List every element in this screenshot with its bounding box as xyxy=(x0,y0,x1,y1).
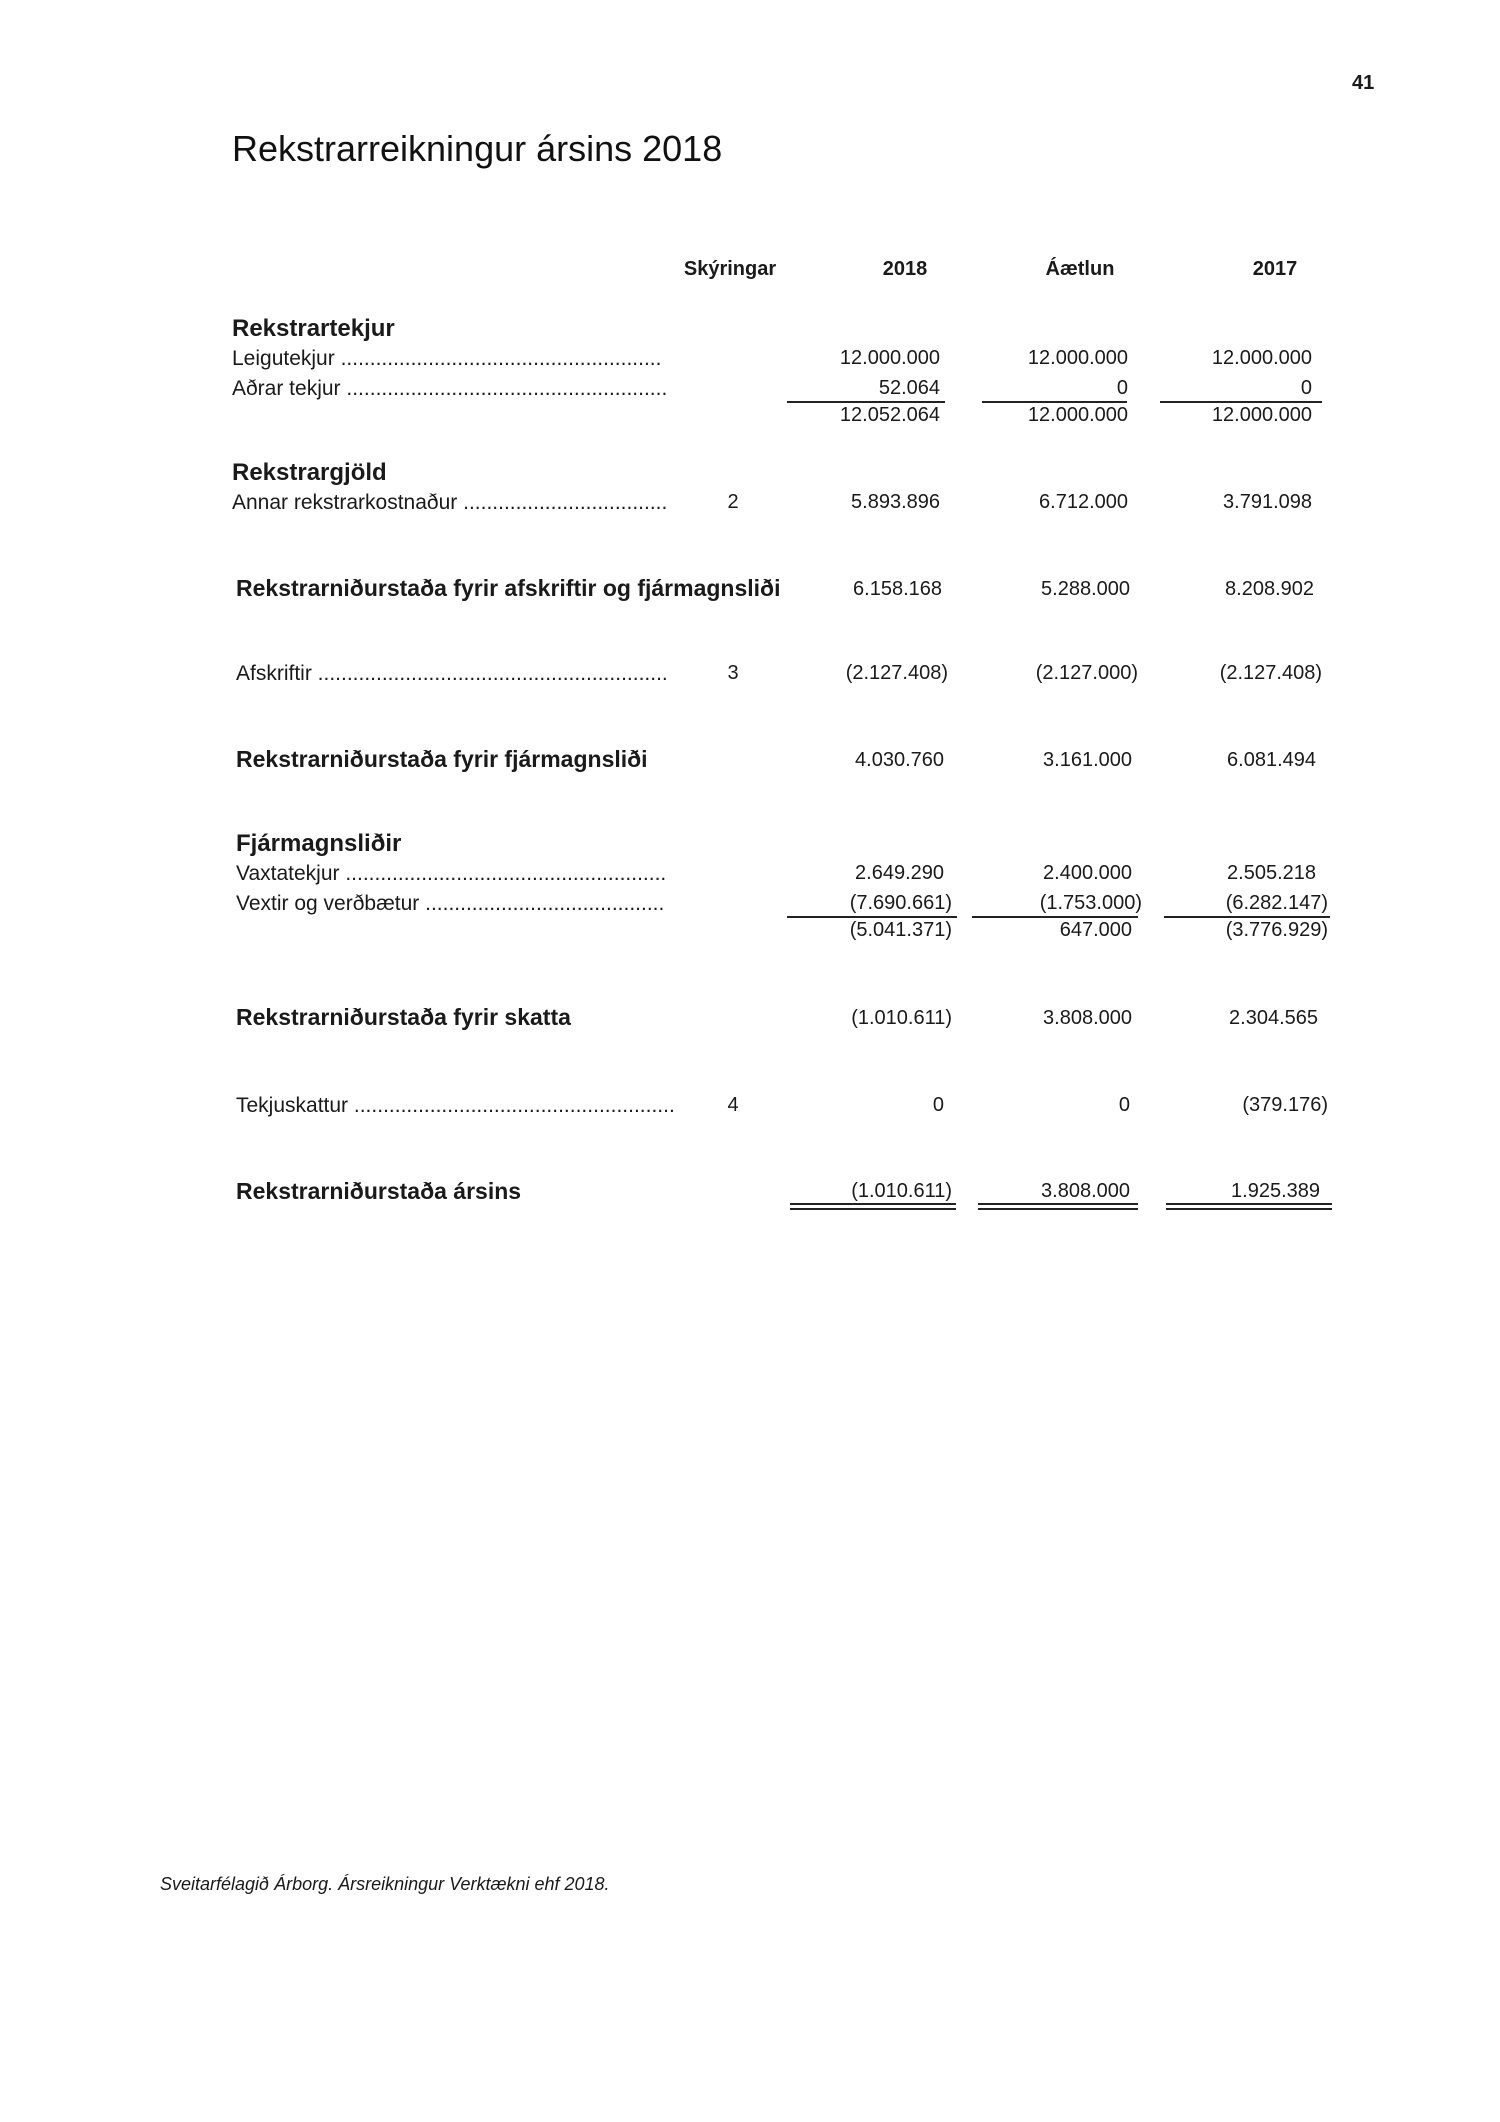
value-afskriftir-2018: (2.127.408) xyxy=(845,662,948,684)
row-label-leigutekjur xyxy=(232,347,661,371)
value-vextir-2017: (6.282.147) xyxy=(1225,892,1328,914)
value-leigutekjur-2018: 12.000.000 xyxy=(839,347,940,369)
total-double-rule xyxy=(978,1203,1138,1205)
value-net-2017: 1.925.389 xyxy=(1231,1180,1320,1202)
row-label-text: Vaxtatekjur xyxy=(236,862,340,885)
value-tekjuskattur-budget: 0 xyxy=(1118,1094,1130,1116)
column-header-2018: 2018 xyxy=(882,258,928,280)
value-leigutekjur-2017: 12.000.000 xyxy=(1211,347,1312,369)
row-label-vaxtatekjur xyxy=(236,862,666,886)
note-reference: 2 xyxy=(727,491,739,513)
subtotal-rule xyxy=(972,916,1138,918)
value-vextir-budget: (1.753.000) xyxy=(1039,892,1142,914)
column-header-notes: Skýringar xyxy=(683,258,777,280)
value-revenue-total-2017: 12.000.000 xyxy=(1211,404,1312,426)
row-label-text: Leigutekjur xyxy=(232,347,335,370)
footer-text: Sveitarfélagið Árborg. Ársreikningur Verktækni ehf 2018. xyxy=(160,1874,610,1894)
value-ebit-2018: 4.030.760 xyxy=(855,749,944,771)
total-double-rule xyxy=(1166,1203,1332,1205)
subtotal-rule xyxy=(787,916,957,918)
value-revenue-total-2018: 12.052.064 xyxy=(839,404,940,426)
leader-dots: ................................... xyxy=(463,491,668,514)
column-header-2017: 2017 xyxy=(1252,258,1298,280)
row-label-ebitda: Rekstrarniðurstaða fyrir afskriftir og fjármagnsliði xyxy=(236,575,781,601)
total-double-rule xyxy=(978,1208,1138,1210)
value-financial-total-budget: 647.000 xyxy=(1059,919,1132,941)
row-label-vextir xyxy=(236,892,664,916)
row-label-tekjuskattur xyxy=(236,1094,675,1118)
page-title: Rekstrarreikningur ársins 2018 xyxy=(232,128,723,169)
value-financial-total-2018: (5.041.371) xyxy=(849,919,952,941)
column-header-budget: Áætlun xyxy=(1045,258,1115,280)
row-label-afskriftir xyxy=(236,662,668,686)
section-revenue-heading: Rekstrartekjur xyxy=(232,315,395,342)
total-double-rule xyxy=(790,1208,956,1210)
value-vaxtatekjur-2017: 2.505.218 xyxy=(1227,862,1316,884)
row-label-text: Afskriftir xyxy=(236,662,312,685)
value-afskriftir-2017: (2.127.408) xyxy=(1219,662,1322,684)
subtotal-rule xyxy=(1160,401,1322,403)
row-label-text: Tekjuskattur xyxy=(236,1094,349,1117)
row-label-ebit: Rekstrarniðurstaða fyrir fjármagnsliði xyxy=(236,746,648,772)
value-ebitda-2018: 6.158.168 xyxy=(853,578,942,600)
value-leigutekjur-budget: 12.000.000 xyxy=(1027,347,1128,369)
row-label-text: Aðrar tekjur xyxy=(232,377,341,400)
row-label-annar-kostnadur xyxy=(232,491,667,515)
subtotal-rule xyxy=(787,401,945,403)
row-label-text: Annar rekstrarkostnaður xyxy=(232,491,458,514)
value-ebt-budget: 3.808.000 xyxy=(1043,1007,1132,1029)
leader-dots: ....................................................... xyxy=(346,377,668,400)
value-annar-kostnadur-2017: 3.791.098 xyxy=(1223,491,1312,513)
value-vaxtatekjur-2018: 2.649.290 xyxy=(855,862,944,884)
value-vextir-2018: (7.690.661) xyxy=(849,892,952,914)
leader-dots: ....................................................... xyxy=(340,347,662,370)
subtotal-rule xyxy=(1164,916,1330,918)
value-net-budget: 3.808.000 xyxy=(1041,1180,1130,1202)
value-annar-kostnadur-2018: 5.893.896 xyxy=(851,491,940,513)
row-label-adrar-tekjur xyxy=(232,377,667,401)
leader-dots: ......................................... xyxy=(425,892,665,915)
note-reference: 4 xyxy=(727,1094,739,1116)
leader-dots: ............................................................ xyxy=(317,662,668,685)
value-afskriftir-budget: (2.127.000) xyxy=(1035,662,1138,684)
section-expenses-heading: Rekstrargjöld xyxy=(232,459,387,486)
value-annar-kostnadur-budget: 6.712.000 xyxy=(1039,491,1128,513)
value-adrar-tekjur-budget: 0 xyxy=(1116,377,1128,399)
value-adrar-tekjur-2018: 52.064 xyxy=(878,377,940,399)
value-ebit-budget: 3.161.000 xyxy=(1043,749,1132,771)
row-label-text: Vextir og verðbætur xyxy=(236,892,420,915)
row-label-ebt: Rekstrarniðurstaða fyrir skatta xyxy=(236,1004,571,1030)
value-tekjuskattur-2017: (379.176) xyxy=(1242,1094,1328,1116)
value-revenue-total-budget: 12.000.000 xyxy=(1027,404,1128,426)
row-label-net-result: Rekstrarniðurstaða ársins xyxy=(236,1178,522,1204)
leader-dots: ....................................................... xyxy=(345,862,667,885)
value-adrar-tekjur-2017: 0 xyxy=(1300,377,1312,399)
leader-dots: ....................................................... xyxy=(353,1094,675,1117)
value-ebit-2017: 6.081.494 xyxy=(1227,749,1316,771)
value-net-2018: (1.010.611) xyxy=(851,1180,952,1202)
total-double-rule xyxy=(1166,1208,1332,1210)
value-tekjuskattur-2018: 0 xyxy=(932,1094,944,1116)
subtotal-rule xyxy=(982,401,1127,403)
section-financial-heading: Fjármagnsliðir xyxy=(236,830,402,857)
value-vaxtatekjur-budget: 2.400.000 xyxy=(1043,862,1132,884)
value-ebt-2017: 2.304.565 xyxy=(1229,1007,1318,1029)
note-reference: 3 xyxy=(727,662,739,684)
value-financial-total-2017: (3.776.929) xyxy=(1225,919,1328,941)
value-ebitda-2017: 8.208.902 xyxy=(1225,578,1314,600)
value-ebitda-budget: 5.288.000 xyxy=(1041,578,1130,600)
page-number: 41 xyxy=(1352,72,1375,94)
value-ebt-2018: (1.010.611) xyxy=(851,1007,952,1029)
total-double-rule xyxy=(790,1203,956,1205)
